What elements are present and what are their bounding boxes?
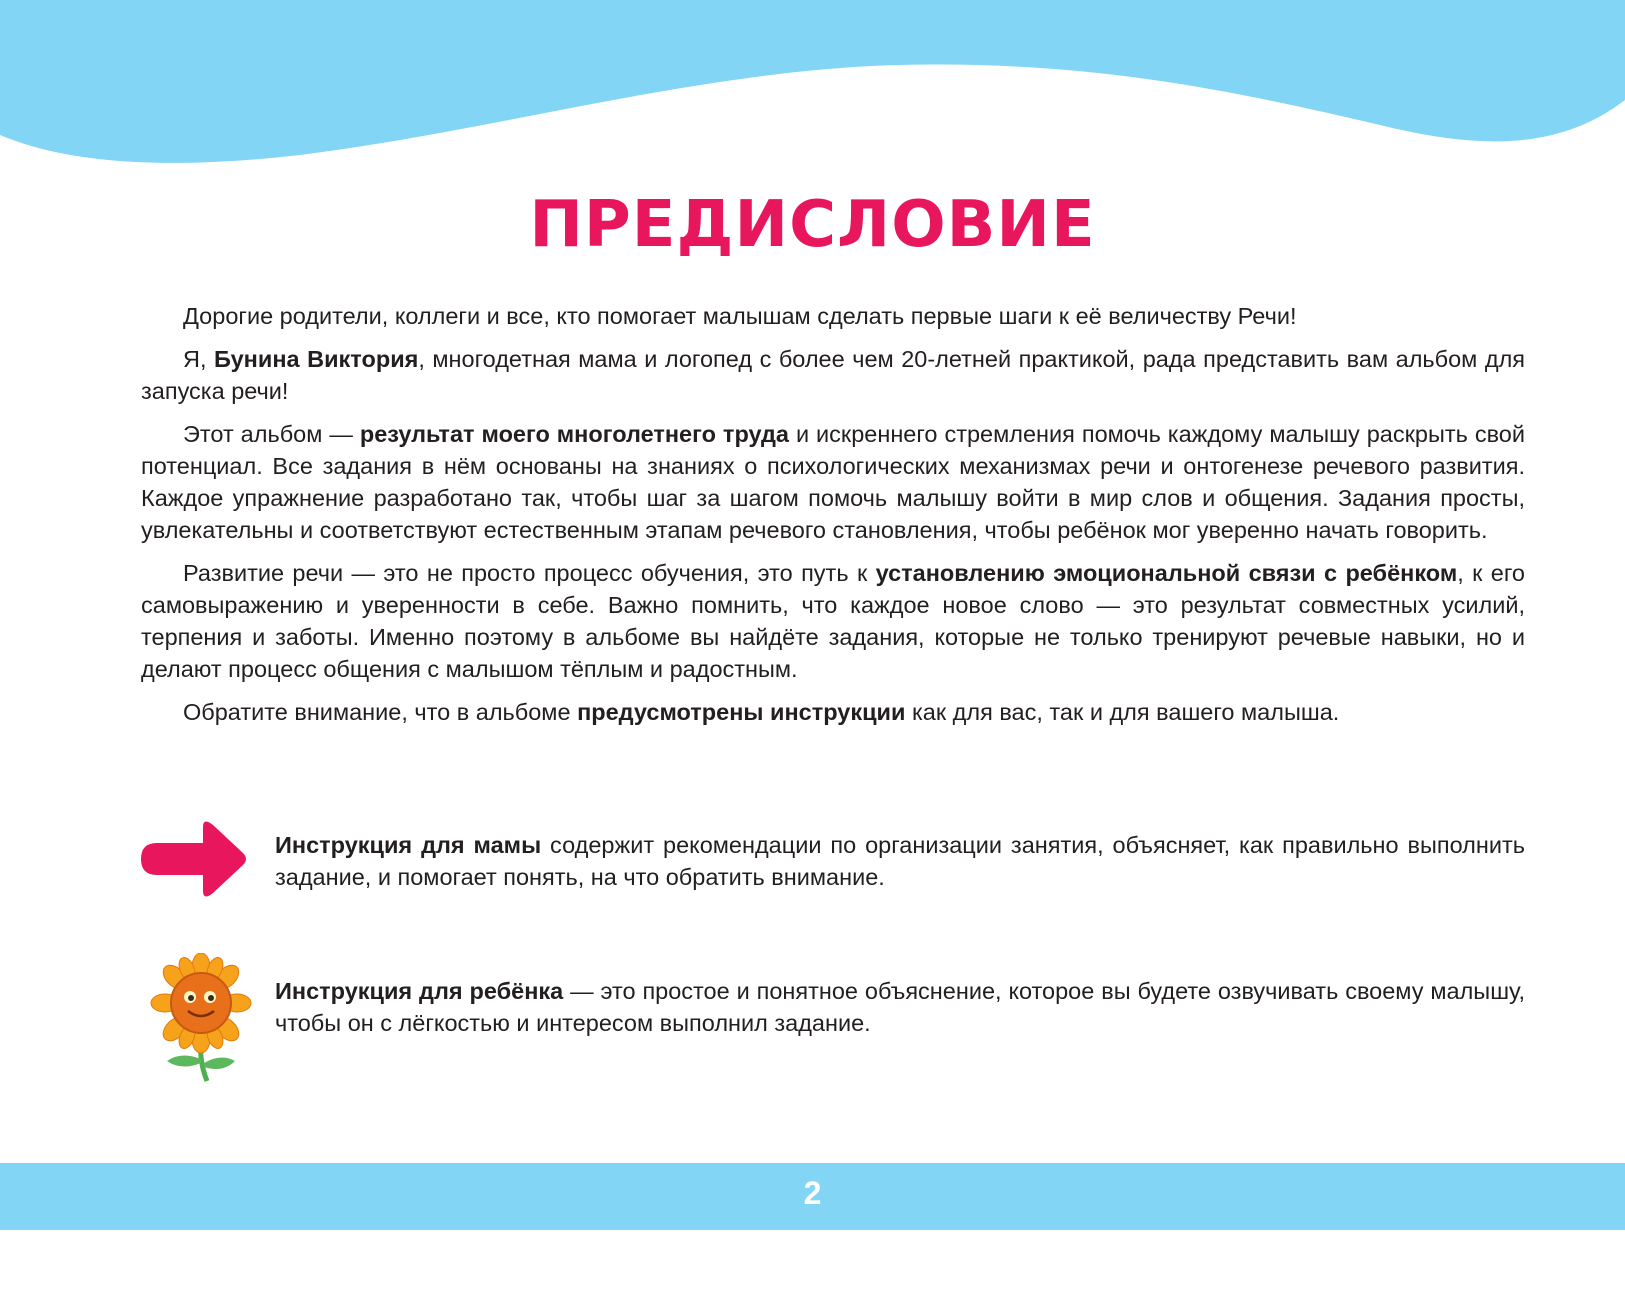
- footer-band: [0, 1163, 1625, 1230]
- body-text: [141, 300, 1525, 739]
- arrow-right-icon: [141, 817, 249, 901]
- top-wave-decoration: [0, 0, 1625, 170]
- instruction-mom: [141, 817, 1525, 947]
- paragraph-author: Я, Бунина Виктория, многодетная мама и логопед с более чем 20-летней практикой, рада представить вам альбом для запуска речи!: [141, 346, 1526, 404]
- paragraph-greeting: Дорогие родители, коллеги и все, кто помогает малышам сделать первые шаги к её величеству Речи!: [183, 303, 1297, 329]
- paragraph-instructions-note: Обратите внимание, что в альбоме предусмотрены инструкции как для вас, так и для вашего малыша.: [183, 699, 1340, 725]
- sunflower-icon: [141, 953, 253, 1083]
- instruction-child-text: Инструкция для ребёнка — это простое и понятное объяснение, которое вы будете озвучивать своему малышу, чтобы он с лёгкостью и интересом выполнил задание.: [275, 978, 1525, 1036]
- paragraph-album: Этот альбом — результат моего многолетнего труда и искреннего стремления помочь каждому малышу раскрыть свой потенциал. Все задания в нём основаны на знаниях о психологических механизмах речи и онтогенезе речевого развития. Каждое упражнение разработано так, чтобы шаг за шагом помочь малышу войти в мир слов и общения. Задания просты, увлекательны и соответствуют естественным этапам речевого становления, чтобы ребёнок мог уверенно начать говорить.: [141, 421, 1525, 543]
- instruction-child: [141, 953, 1525, 1083]
- page-title: ПРЕДИСЛОВИЕ: [529, 188, 1096, 262]
- page-number: 2: [803, 1175, 822, 1211]
- instruction-mom-text: Инструкция для мамы содержит рекомендации по организации занятия, объясняет, как правильно выполнить задание, и помогает понять, на что обратить внимание.: [275, 832, 1525, 890]
- paragraph-speech-development: Развитие речи — это не просто процесс обучения, это путь к установлению эмоциональной связи с ребёнком, к его самовыражению и уверенности в себе. Важно помнить, что каждое новое слово — это результат совместных усилий, терпения и заботы. Именно поэтому в альбоме вы найдёте задания, которые не только тренируют речевые навыки, но и делают процесс общения с малышом тёплым и радостным.: [141, 560, 1525, 682]
